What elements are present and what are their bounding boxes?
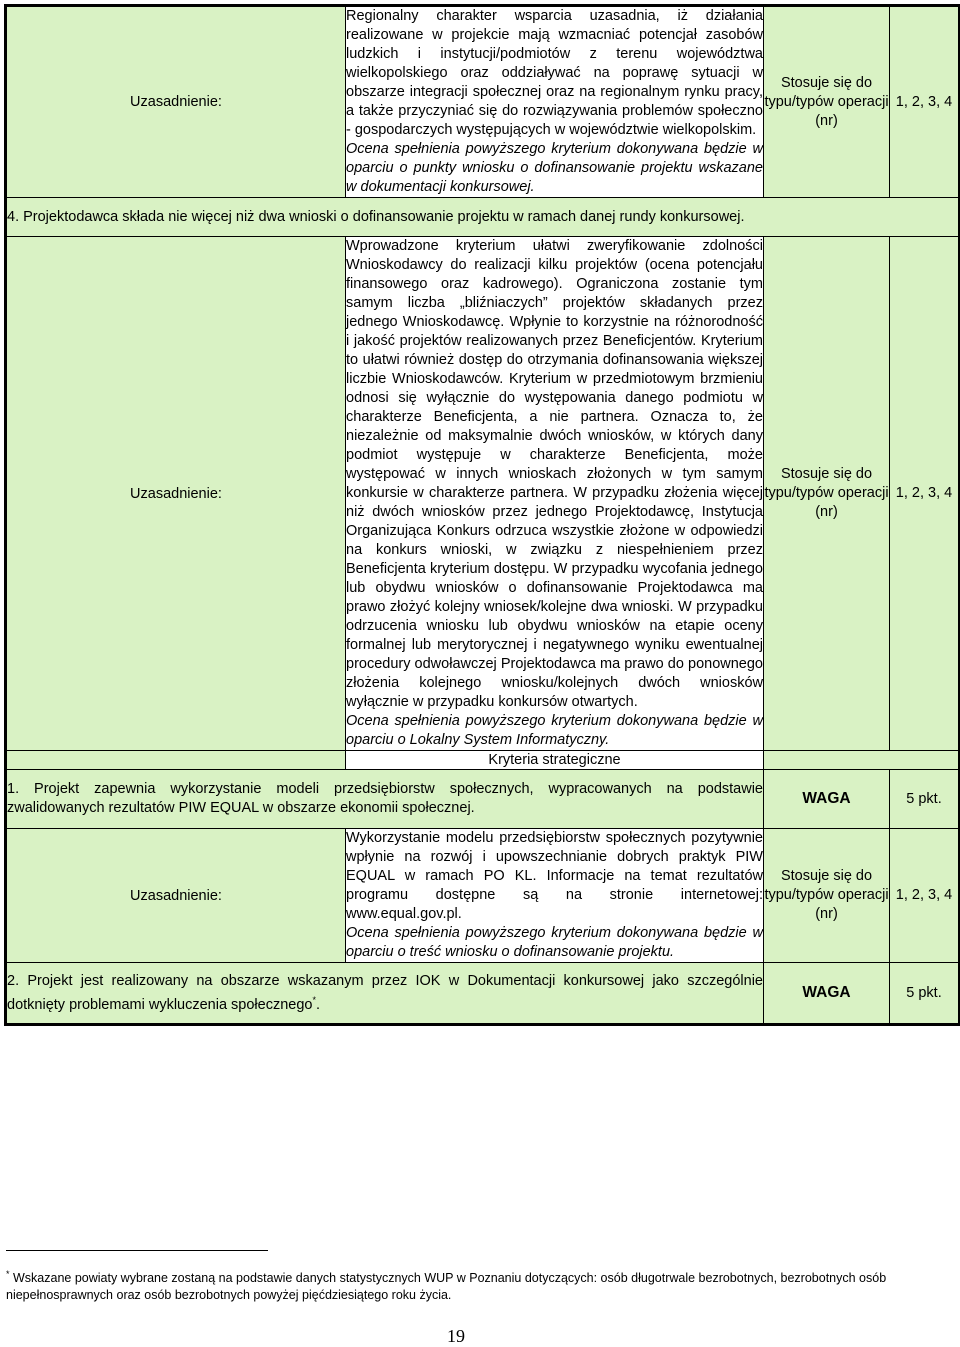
applies-to-label: Stosuje się do typu/typów operacji (nr): [764, 6, 890, 198]
strategic-criterion-2-text: 2. Projekt jest realizowany na obszarze wskazanym przez IOK w Dokumentacji konkursowej jako szczególnie dotknięty problemami wykluczenia społecznego*.: [6, 963, 764, 1025]
justification-text: [346, 237, 764, 751]
justification-body: Regionalny charakter wsparcia uzasadnia, iż działania realizowane w projekcie mają wzmacniać potencjał zasobów ludzkich i instytucji/podmiotów z terenu województwa wielkopolskiego oraz oddziaływać na poprawę sytuacji w obszarze integracji społecznej oraz na regionalnym rynku pracy, a także przyczyniać się do rozwiązywania problemów społeczno - gospodarczych występujących w województwie wielkopolskim.: [346, 8, 763, 138]
criterion-4-text: 4. Projektodawca składa nie więcej niż dwa wnioski o dofinansowanie projektu w ramach danej rundy konkursowej.: [6, 198, 960, 237]
footnote-reference: *: [312, 994, 316, 1005]
justification-row-1: [6, 6, 960, 198]
assessment-note: Ocena spełnienia powyższego kryterium dokonywana będzie w oparciu o Lokalny System Informatyczny.: [346, 713, 763, 748]
strategic-criteria-header: Kryteria strategiczne: [346, 751, 764, 770]
operation-types: 1, 2, 3, 4: [890, 6, 960, 198]
justification-label: Uzasadnienie:: [6, 829, 346, 963]
justification-body: Wykorzystanie modelu przedsiębiorstw społecznych pozytywnie wpłynie na rozwój i upowszechnianie dobrych praktyk PIW EQUAL w ramach PO KL. Informacje na temat rezultatów programu dostępne są na stronie internetowej: www.equal.gov.pl.: [346, 830, 763, 922]
footnote-mark: *: [6, 1269, 10, 1279]
footnote: [6, 1266, 936, 1304]
footnote-separator: [6, 1250, 268, 1251]
justification-body: Wprowadzone kryterium ułatwi zweryfikowanie zdolności Wnioskodawcy do realizacji kilku projektów (ocena potencjału finansowego oraz kadrowego). Ograniczona zostanie tym samym liczba „bliźniaczych” projektów składanych przez jednego Wnioskodawcę. Wpłynie to korzystnie na różnorodność i jakość projektów realizowanych przez Beneficjentów. Kryterium to ułatwi również dostęp do otrzymania dofinansowania większej liczbie Wnioskodawców. Kryterium w przedmiotowym brzmieniu odnosi się wyłącznie do występowania danego podmiotu w charakterze Beneficjenta, a nie partnera. Oznacza to, że niezależnie od maksymalnie dwóch wniosków, w których dany podmiot występuje w charakterze Beneficjenta, może występować w innych wnioskach złożonych w tym samym konkursie w charakterze partnera. W przypadku złożenia więcej niż dwóch wniosków przez jednego Projektodawcę, Instytucja Organizująca Konkurs odrzuca wszystkie złożone w odpowiedzi na konkurs wnioski, w związku z niespełnieniem przez Beneficjenta kryterium dostępu. W przypadku wycofania jednego lub obydwu wniosków o dofinansowanie Projektodawca ma prawo złożyć kolejny wniosek/kolejne dwa wnioski. W przypadku odrzucenia wniosku lub obydwu wniosków na etapie oceny formalnej lub merytorycznej i negatywnego wyniku ewentualnej procedury odwoławczej Projektodawca ma prawo do ponownego złożenia kolejnego wniosku/kolejnych dwóch wniosków wyłącznie w przypadku konkursów otwartych.: [346, 238, 763, 710]
page-number: 19: [447, 1326, 465, 1346]
assessment-note: Ocena spełnienia powyższego kryterium dokonywana będzie w oparciu o treść wniosku o dofinansowanie projektu.: [346, 925, 763, 960]
operation-types: 1, 2, 3, 4: [890, 237, 960, 751]
criteria-table: [4, 4, 960, 1026]
justification-row-3: [6, 829, 960, 963]
strategic-criterion-1-text: 1. Projekt zapewnia wykorzystanie modeli przedsiębiorstw społecznych, wypracowanych na podstawie zwalidowanych rezultatów PIW EQUAL w obszarze ekonomii społecznej.: [6, 770, 764, 829]
criterion-4-row: [6, 198, 960, 237]
justification-text: [346, 829, 764, 963]
justification-label: Uzasadnienie:: [6, 237, 346, 751]
applies-to-label: Stosuje się do typu/typów operacji (nr): [764, 829, 890, 963]
strategic-header-row: [6, 751, 960, 770]
strategic-criterion-2-body: 2. Projekt jest realizowany na obszarze wskazanym przez IOK w Dokumentacji konkursowej jako szczególnie dotknięty problemami wykluczenia społecznego: [7, 972, 763, 1013]
weight-label: WAGA: [764, 963, 890, 1025]
applies-to-label: Stosuje się do typu/typów operacji (nr): [764, 237, 890, 751]
justification-label: Uzasadnienie:: [6, 6, 346, 198]
justification-text: [346, 6, 764, 198]
weight-label: WAGA: [764, 770, 890, 829]
points-value: 5 pkt.: [890, 963, 960, 1025]
justification-row-2: [6, 237, 960, 751]
footnote-text: Wskazane powiaty wybrane zostaną na podstawie danych statystycznych WUP w Poznaniu dotyczących: osób długotrwale bezrobotnych, bezrobotnych osób niepełnosprawnych oraz osób bezrobotnych powyżej pięćdziesiątego roku życia.: [6, 1271, 887, 1303]
assessment-note: Ocena spełnienia powyższego kryterium dokonywana będzie w oparciu o punkty wniosku o dofinansowanie projektu wskazane w dokumentacji konkursowej.: [346, 141, 763, 195]
operation-types: 1, 2, 3, 4: [890, 829, 960, 963]
strategic-criterion-2-row: [6, 963, 960, 1025]
points-value: 5 pkt.: [890, 770, 960, 829]
strategic-criterion-1-row: [6, 770, 960, 829]
